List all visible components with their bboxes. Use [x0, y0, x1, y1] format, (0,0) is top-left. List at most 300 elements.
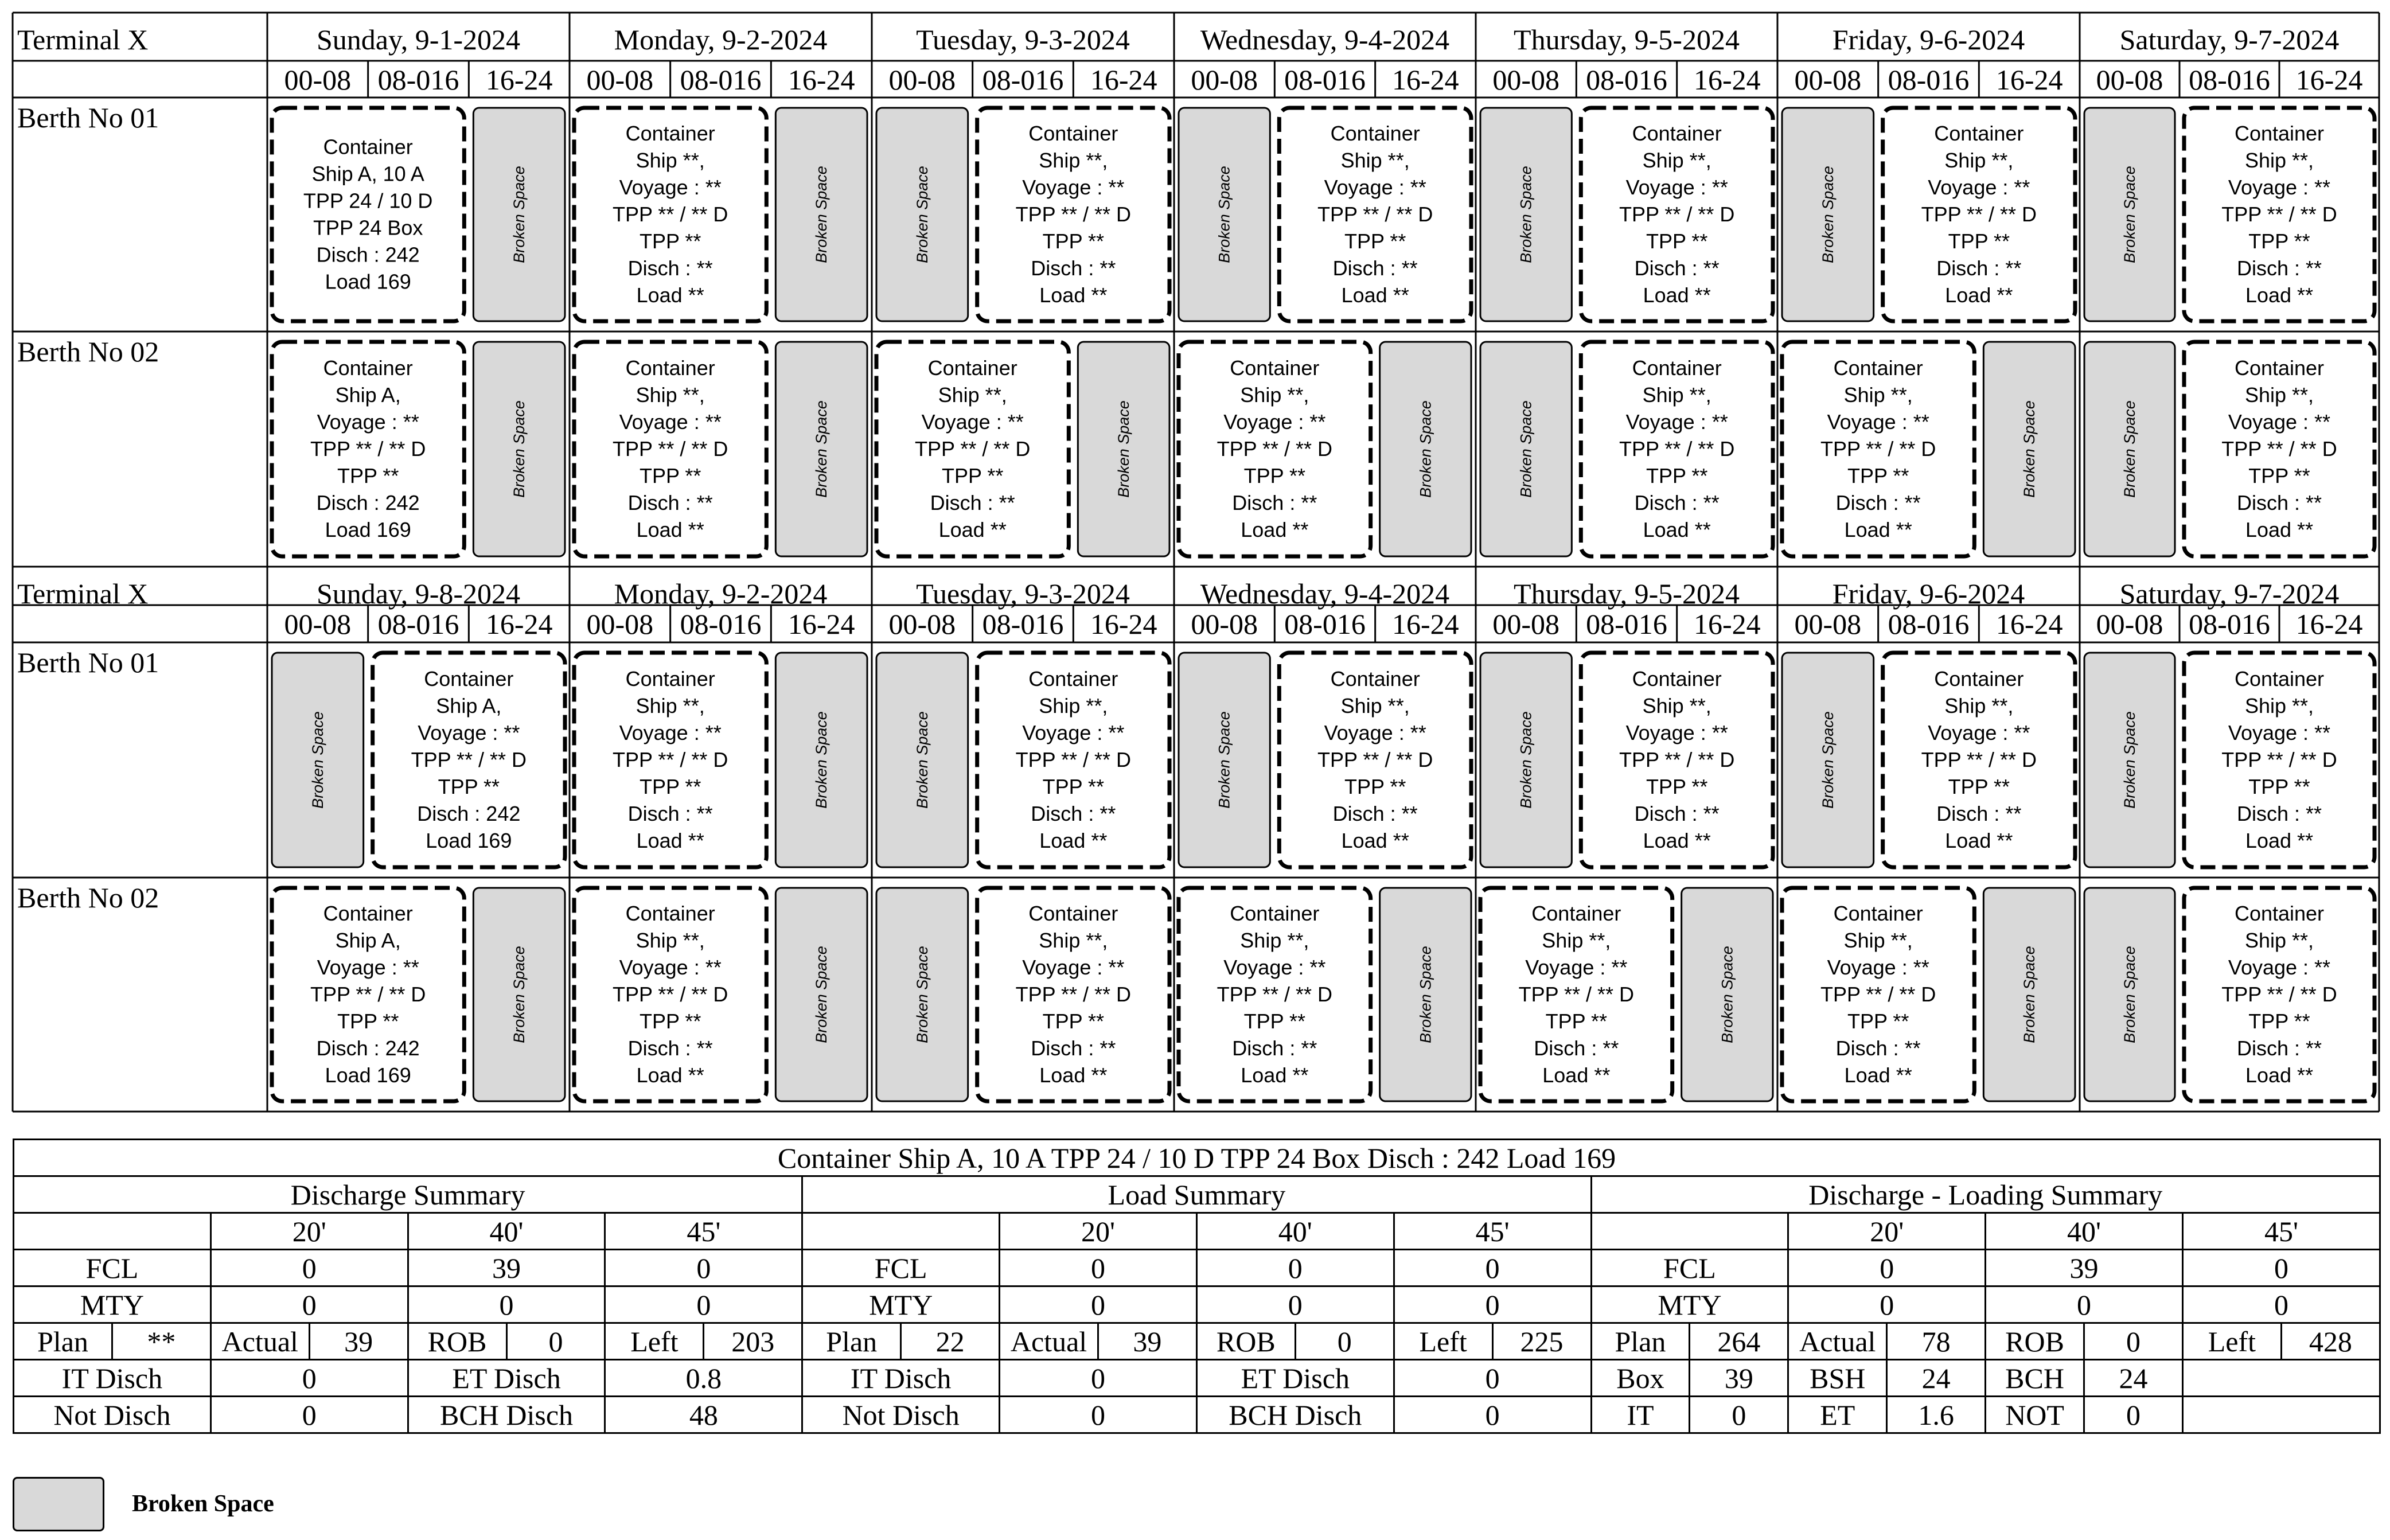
shift-header: 16-24	[787, 608, 855, 640]
ship-block-text: TPP ** / ** D	[310, 983, 426, 1006]
broken-space-label: Broken Space	[1215, 711, 1233, 809]
ship-block-text: Container	[2234, 902, 2325, 925]
ship-berth-block[interactable]	[977, 888, 1169, 1101]
ship-block-text: Load **	[636, 283, 704, 307]
shift-header: 00-08	[1794, 608, 1862, 640]
summary-empty-cell	[2182, 1360, 2380, 1397]
ship-block-text: TPP **	[1042, 1009, 1105, 1033]
ship-block-text: TPP ** / ** D	[1217, 437, 1333, 461]
not-disch-value: 0	[210, 1397, 408, 1433]
berth-row	[17, 646, 2375, 867]
ship-block-text: Load **	[1039, 829, 1108, 852]
ship-block-text: Container	[2234, 356, 2325, 380]
legend	[13, 1475, 274, 1533]
fcl-value: 0	[1394, 1250, 1591, 1286]
ship-block-text: Disch : **	[1835, 1036, 1921, 1060]
broken-space-block	[473, 108, 565, 321]
broken-space-label: Broken Space	[510, 946, 528, 1043]
ship-berth-block[interactable]	[876, 342, 1069, 556]
ship-block-text: TPP **	[1042, 775, 1105, 798]
plan-row-cell: Plan	[802, 1323, 901, 1360]
ship-block-text: Disch : **	[2236, 491, 2322, 514]
ship-block-text: TPP ** / ** D	[612, 748, 728, 771]
day-header: Saturday, 9-7-2024	[2119, 24, 2340, 56]
ship-block-text: TPP **	[1948, 229, 2010, 253]
broken-space-block	[1480, 653, 1572, 867]
shift-header: 08-016	[680, 608, 762, 640]
fcl-label: FCL	[802, 1250, 1000, 1286]
day-header: Tuesday, 9-3-2024	[916, 578, 1130, 610]
ship-block-text: TPP **	[1646, 775, 1708, 798]
ship-berth-block[interactable]	[2184, 108, 2375, 321]
ship-block-text: Load **	[636, 518, 704, 541]
broken-space-block	[1983, 342, 2075, 556]
ship-berth-block[interactable]	[574, 108, 766, 321]
broken-space-block	[2084, 108, 2175, 321]
ship-block-text: TPP ** / ** D	[1015, 748, 1132, 771]
ship-block-text: Voyage : **	[1022, 721, 1125, 744]
ship-block-text: Voyage : **	[1827, 410, 1929, 434]
ship-block-text: Container	[2234, 667, 2325, 691]
ship-block-text: Voyage : **	[1223, 410, 1326, 434]
shift-header: 16-24	[485, 608, 553, 640]
ship-berth-block[interactable]	[2184, 342, 2375, 556]
ship-berth-block[interactable]	[1581, 653, 1773, 867]
ship-block-text: Voyage : **	[2228, 956, 2331, 979]
ship-berth-block[interactable]	[272, 342, 464, 556]
bch-disch-value: 48	[605, 1397, 802, 1433]
ship-berth-block[interactable]	[1581, 108, 1773, 321]
broken-space-block	[1380, 888, 1471, 1101]
ship-block-text: Disch : **	[1332, 802, 1418, 825]
combined-cell: 1.6	[1887, 1397, 1986, 1433]
shift-header: 16-24	[1090, 64, 1157, 96]
ship-berth-block[interactable]	[1782, 342, 1974, 556]
ship-block-text: TPP **	[1847, 1009, 1909, 1033]
ship-block-text: Container	[323, 902, 413, 925]
plan-row-cell: 203	[704, 1323, 802, 1360]
ship-block-text: Disch : **	[627, 256, 713, 280]
ship-block-text: Ship A,	[335, 929, 401, 952]
ship-block-text: Container	[1028, 122, 1118, 145]
broken-space-block	[1782, 653, 1874, 867]
shift-header: 08-016	[982, 64, 1064, 96]
ship-block-text: Ship **,	[635, 383, 705, 407]
summary-section-header: Discharge Summary	[14, 1176, 802, 1213]
bch-disch-label: BCH Disch	[1196, 1397, 1394, 1433]
ship-block-text: Load **	[1542, 1063, 1611, 1087]
ship-block-text: Disch : **	[1332, 256, 1418, 280]
ship-block-text: Load **	[1844, 1063, 1912, 1087]
mty-value: 0	[1196, 1286, 1394, 1323]
et-disch-label: ET Disch	[1196, 1360, 1394, 1397]
ship-berth-block[interactable]	[272, 888, 464, 1101]
ship-block-text: Disch : **	[627, 491, 713, 514]
ship-berth-block[interactable]	[2184, 653, 2375, 867]
summary-empty-cell	[14, 1213, 211, 1250]
ship-block-text: Ship **,	[2244, 383, 2314, 407]
ship-block-text: Load **	[2245, 1063, 2314, 1087]
ship-block-text: TPP ** / ** D	[2221, 983, 2337, 1006]
summary-title: Container Ship A, 10 A TPP 24 / 10 D TPP 24 Box Disch : 242 Load 169	[14, 1140, 2380, 1176]
broken-space-block	[876, 888, 968, 1101]
shift-header: 16-24	[485, 64, 553, 96]
ship-block-text: Container	[1028, 667, 1118, 691]
size-header: 45'	[2182, 1213, 2380, 1250]
ship-block-text: Ship **,	[1039, 149, 1108, 172]
schedule-week-1	[13, 13, 2379, 567]
it-disch-value: 0	[210, 1360, 408, 1397]
ship-block-text: Container	[625, 356, 715, 380]
summary-empty-cell	[2182, 1397, 2380, 1433]
ship-block-text: TPP ** / ** D	[411, 748, 527, 771]
ship-block-text: TPP **	[1042, 229, 1105, 253]
shift-header: 08-016	[1586, 64, 1667, 96]
fcl-value: 0	[1788, 1250, 1986, 1286]
ship-block-text: Voyage : **	[619, 176, 722, 199]
ship-berth-block[interactable]	[1279, 108, 1471, 321]
ship-block-text: Voyage : **	[1827, 956, 1929, 979]
fcl-label: FCL	[14, 1250, 211, 1286]
plan-row-cell: 0	[2084, 1323, 2183, 1360]
ship-berth-block[interactable]	[574, 653, 766, 867]
ship-block-text: TPP ** / ** D	[1217, 983, 1333, 1006]
fcl-value: 39	[1986, 1250, 2183, 1286]
ship-block-text: TPP ** / ** D	[310, 437, 426, 461]
shift-header: 00-08	[1492, 608, 1559, 640]
ship-block-text: TPP **	[438, 775, 500, 798]
ship-block-text: Container	[1330, 122, 1420, 145]
ship-block-text: Ship **,	[938, 383, 1007, 407]
plan-row-cell: **	[112, 1323, 210, 1360]
broken-space-label: Broken Space	[1115, 400, 1133, 498]
plan-row-cell: 39	[1098, 1323, 1196, 1360]
berth-row	[17, 336, 2375, 556]
ship-block-text: Disch : **	[1634, 491, 1720, 514]
ship-block-text: TPP ** / ** D	[612, 983, 728, 1006]
plan-row-cell: 39	[309, 1323, 408, 1360]
plan-row-cell: Plan	[1591, 1323, 1690, 1360]
broken-space-label: Broken Space	[813, 711, 831, 809]
ship-block-text: Container	[625, 902, 715, 925]
it-disch-label: IT Disch	[802, 1360, 1000, 1397]
summary-title-row	[14, 1140, 2380, 1176]
shift-header: 16-24	[2295, 64, 2363, 96]
shift-header: 00-08	[888, 608, 956, 640]
ship-block-text: Load **	[1643, 829, 1711, 852]
ship-block-text: Load **	[1945, 829, 2013, 852]
fcl-value: 39	[408, 1250, 605, 1286]
ship-block-text: Load **	[1039, 283, 1108, 307]
ship-block-text: TPP **	[1243, 464, 1306, 488]
ship-berth-block[interactable]	[977, 653, 1169, 867]
plan-row-cell: 22	[901, 1323, 1000, 1360]
ship-block-text: Container	[1632, 667, 1722, 691]
plan-row-cell: Actual	[210, 1323, 309, 1360]
mty-label: MTY	[14, 1286, 211, 1323]
ship-block-text: Container	[1833, 902, 1923, 925]
shift-header: 08-016	[1888, 608, 1970, 640]
ship-block-text: TPP **	[1545, 1009, 1608, 1033]
ship-block-text: TPP ** / ** D	[1820, 437, 1936, 461]
ship-block-text: Ship **,	[1843, 929, 1913, 952]
day-header: Sunday, 9-1-2024	[316, 24, 521, 56]
ship-berth-block[interactable]	[574, 342, 766, 556]
ship-block-text: TPP **	[2248, 1009, 2310, 1033]
ship-block-text: Container	[424, 667, 514, 691]
ship-block-text: Disch : 242	[316, 1036, 420, 1060]
ship-block-text: Disch : 242	[417, 802, 521, 825]
ship-block-text: Voyage : **	[619, 721, 722, 744]
shift-header: 00-08	[2096, 608, 2163, 640]
not-disch-label: Not Disch	[14, 1397, 211, 1433]
ship-block-text: TPP **	[941, 464, 1004, 488]
day-header: Wednesday, 9-4-2024	[1200, 578, 1450, 610]
mty-label: MTY	[1591, 1286, 1788, 1323]
broken-space-block	[775, 108, 867, 321]
combined-cell: BSH	[1788, 1360, 1887, 1397]
ship-block-text: Container	[1632, 356, 1722, 380]
ship-block-text: Voyage : **	[2228, 410, 2331, 434]
shift-header: 16-24	[1392, 64, 1459, 96]
broken-space-block	[1983, 888, 2075, 1101]
broken-space-block	[775, 342, 867, 556]
ship-block-text: Voyage : **	[921, 410, 1024, 434]
broken-space-label: Broken Space	[1718, 946, 1736, 1043]
ship-block-text: TPP 24 / 10 D	[303, 189, 433, 213]
shift-header: 00-08	[1191, 64, 1258, 96]
ship-block-text: Container	[2234, 122, 2325, 145]
ship-block-text: Load **	[938, 518, 1007, 541]
shift-header: 00-08	[1191, 608, 1258, 640]
ship-block-text: Ship **,	[1642, 383, 1711, 407]
ship-block-text: TPP **	[337, 1009, 399, 1033]
ship-block-text: Disch : **	[1936, 256, 2022, 280]
broken-space-label: Broken Space	[2121, 946, 2138, 1043]
broken-space-label: Broken Space	[813, 400, 831, 498]
berth-row	[17, 102, 2375, 321]
ship-berth-block[interactable]	[574, 888, 766, 1101]
fcl-value: 0	[605, 1250, 802, 1286]
ship-block-text: Ship **,	[2244, 694, 2314, 718]
ship-block-text: Ship **,	[1340, 149, 1410, 172]
summary-plan-row	[14, 1323, 2380, 1360]
combined-cell: 24	[2084, 1360, 2183, 1397]
day-header: Tuesday, 9-3-2024	[916, 24, 1130, 56]
ship-block-text: TPP **	[2248, 229, 2310, 253]
ship-block-text: TPP ** / ** D	[914, 437, 1031, 461]
ship-block-text: Container	[625, 122, 715, 145]
ship-block-text: TPP ** / ** D	[1619, 748, 1735, 771]
combined-cell: 0	[1690, 1397, 1788, 1433]
shift-header: 16-24	[2295, 608, 2363, 640]
broken-space-block	[876, 653, 968, 867]
ship-berth-block[interactable]	[977, 108, 1169, 321]
broken-space-label: Broken Space	[1517, 400, 1535, 498]
ship-block-text: TPP ** / ** D	[1921, 748, 2037, 771]
ship-block-text: Ship **,	[1039, 929, 1108, 952]
ship-berth-block[interactable]	[1581, 342, 1773, 556]
ship-block-text: Disch : **	[2236, 1036, 2322, 1060]
broken-space-block	[775, 888, 867, 1101]
broken-space-label: Broken Space	[2121, 400, 2138, 498]
ship-block-text: Ship **,	[635, 694, 705, 718]
ship-block-text: Container	[927, 356, 1017, 380]
plan-row-cell: ROB	[408, 1323, 506, 1360]
ship-block-text: Container	[1330, 667, 1420, 691]
plan-row-cell: 264	[1690, 1323, 1788, 1360]
ship-block-text: TPP ** / ** D	[1015, 202, 1132, 226]
shift-header: 08-016	[1284, 64, 1366, 96]
broken-space-block	[775, 653, 867, 867]
ship-berth-block[interactable]	[1480, 888, 1672, 1101]
ship-block-text: Disch : 242	[316, 243, 420, 267]
ship-berth-block[interactable]	[2184, 888, 2375, 1101]
combined-cell: IT	[1591, 1397, 1690, 1433]
ship-block-text: Voyage : **	[1625, 410, 1728, 434]
ship-berth-block[interactable]	[1782, 888, 1974, 1101]
ship-block-text: Container	[1833, 356, 1923, 380]
ship-berth-block[interactable]	[1179, 888, 1371, 1101]
shift-header: 16-24	[1090, 608, 1157, 640]
ship-block-text: TPP **	[1344, 775, 1406, 798]
mty-value: 0	[210, 1286, 408, 1323]
ship-berth-block[interactable]	[1883, 653, 2075, 867]
broken-space-block	[1179, 653, 1270, 867]
shift-header: 08-016	[1586, 608, 1667, 640]
ship-block-text: TPP 24 Box	[313, 216, 423, 240]
ship-block-text: Voyage : **	[2228, 176, 2331, 199]
ship-block-text: Ship **,	[635, 929, 705, 952]
ship-block-text: Ship **,	[1843, 383, 1913, 407]
broken-space-label: Broken Space	[1417, 946, 1434, 1043]
ship-block-text: Voyage : **	[1324, 176, 1426, 199]
ship-berth-block[interactable]	[1883, 108, 2075, 321]
broken-space-label: Broken Space	[2021, 400, 2038, 498]
ship-block-text: Load **	[2245, 518, 2314, 541]
shift-header: 16-24	[1995, 64, 2063, 96]
broken-space-label: Broken Space	[913, 946, 931, 1043]
ship-block-text: Voyage : **	[418, 721, 520, 744]
ship-block-text: Ship **,	[1039, 694, 1108, 718]
broken-space-label: Broken Space	[913, 711, 931, 809]
mty-value: 0	[1000, 1286, 1197, 1323]
broken-space-label: Broken Space	[913, 166, 931, 263]
ship-block-text: Disch : **	[2236, 802, 2322, 825]
terminal-label: Terminal X	[17, 578, 149, 610]
ship-block-text: TPP ** / ** D	[2221, 748, 2337, 771]
ship-block-text: Ship **,	[1944, 149, 2014, 172]
broken-space-block	[1782, 108, 1874, 321]
summary-not-bch-row	[14, 1397, 2380, 1433]
shift-header: 00-08	[2096, 64, 2163, 96]
shift-header: 16-24	[1694, 64, 1761, 96]
ship-block-text: Load **	[1241, 518, 1309, 541]
ship-block-text: Container	[323, 356, 413, 380]
plan-row-cell: 428	[2281, 1323, 2380, 1360]
bch-disch-value: 0	[1394, 1397, 1591, 1433]
shift-header: 00-08	[888, 64, 956, 96]
shift-header: 00-08	[586, 64, 654, 96]
ship-block-text: Ship **,	[2244, 929, 2314, 952]
broken-space-block	[473, 342, 565, 556]
broken-space-label: Broken Space	[1417, 400, 1434, 498]
ship-block-text: Load **	[1643, 518, 1711, 541]
ship-block-text: Load **	[1643, 283, 1711, 307]
ship-block-text: Voyage : **	[1223, 956, 1326, 979]
ship-block-text: Ship **,	[1642, 694, 1711, 718]
shift-header: 00-08	[284, 64, 352, 96]
ship-berth-block[interactable]	[272, 108, 464, 321]
shift-header: 16-24	[1995, 608, 2063, 640]
ship-berth-block[interactable]	[373, 653, 565, 867]
ship-block-text: Disch : 242	[316, 491, 420, 514]
ship-block-text: Disch : **	[1936, 802, 2022, 825]
broken-space-block	[2084, 653, 2175, 867]
ship-block-text: TPP ** / ** D	[1015, 983, 1132, 1006]
shift-header: 08-016	[2189, 608, 2270, 640]
size-header: 20'	[210, 1213, 408, 1250]
mty-value: 0	[1986, 1286, 2183, 1323]
plan-row-cell: ROB	[1196, 1323, 1295, 1360]
ship-berth-block[interactable]	[1179, 342, 1371, 556]
ship-block-text: TPP ** / ** D	[1317, 202, 1433, 226]
berth-label: Berth No 02	[17, 336, 159, 368]
ship-block-text: Disch : **	[1031, 802, 1116, 825]
ship-block-text: Load **	[1039, 1063, 1108, 1087]
ship-block-text: TPP **	[639, 1009, 701, 1033]
summary-empty-cell	[802, 1213, 1000, 1250]
broken-space-block	[473, 888, 565, 1101]
ship-block-text: Ship A,	[436, 694, 502, 718]
broken-space-label: Broken Space	[1819, 711, 1837, 809]
broken-space-block	[272, 653, 364, 867]
mty-value: 0	[1788, 1286, 1986, 1323]
broken-space-block	[876, 108, 968, 321]
ship-berth-block[interactable]	[1279, 653, 1471, 867]
ship-block-text: Ship A, 10 A	[311, 162, 424, 186]
summary-size-row	[14, 1213, 2380, 1250]
ship-block-text: TPP **	[1646, 229, 1708, 253]
ship-block-text: TPP ** / ** D	[612, 202, 728, 226]
shift-header: 00-08	[586, 608, 654, 640]
summary-empty-cell	[1591, 1213, 1788, 1250]
shift-header: 08-016	[377, 64, 459, 96]
combined-cell: BCH	[1986, 1360, 2084, 1397]
size-header: 20'	[1788, 1213, 1986, 1250]
ship-block-text: Voyage : **	[2228, 721, 2331, 744]
size-header: 20'	[1000, 1213, 1197, 1250]
ship-block-text: TPP **	[1646, 464, 1708, 488]
terminal-label: Terminal X	[17, 24, 149, 56]
shift-header: 16-24	[1694, 608, 1761, 640]
ship-block-text: Load **	[1341, 283, 1409, 307]
ship-block-text: Disch : **	[1534, 1036, 1619, 1060]
ship-block-text: Voyage : **	[1022, 956, 1125, 979]
ship-block-text: Load **	[1341, 829, 1409, 852]
ship-block-text: Load **	[2245, 829, 2314, 852]
broken-space-block	[1179, 108, 1270, 321]
shift-header: 08-016	[377, 608, 459, 640]
ship-block-text: Load 169	[426, 829, 512, 852]
mty-label: MTY	[802, 1286, 1000, 1323]
size-header: 45'	[1394, 1213, 1591, 1250]
ship-block-text: Ship **,	[1944, 694, 2014, 718]
shift-header: 00-08	[1492, 64, 1559, 96]
ship-block-text: TPP ** / ** D	[1619, 202, 1735, 226]
ship-block-text: Container	[1934, 667, 2024, 691]
ship-block-text: Ship A,	[335, 383, 401, 407]
